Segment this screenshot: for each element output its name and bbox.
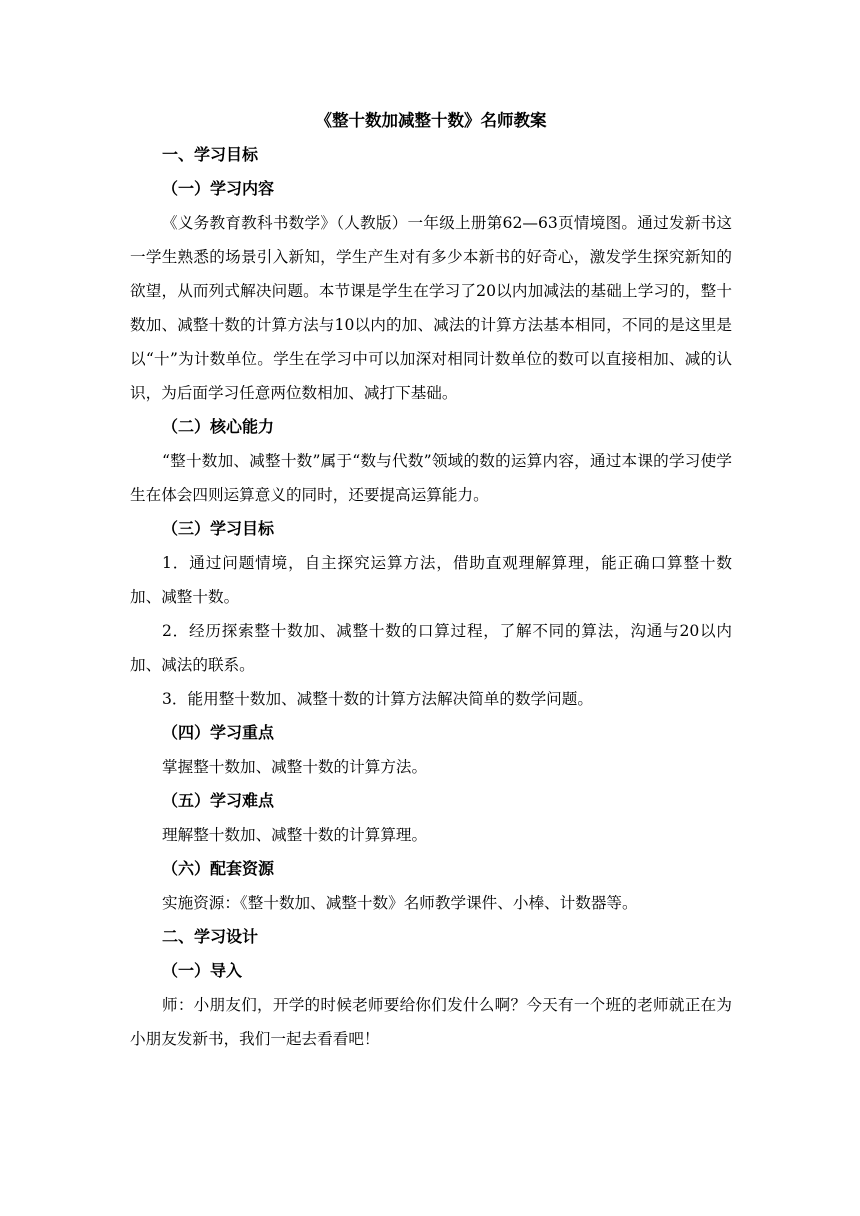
subsection-heading-learning-content: （一）学习内容 bbox=[162, 179, 275, 198]
subsection-heading-introduction: （一）导入 bbox=[162, 961, 243, 980]
document-page bbox=[130, 104, 732, 1056]
section-heading-learning-goals: 一、学习目标 bbox=[162, 145, 259, 164]
subsection-heading-resources: （六）配套资源 bbox=[162, 859, 275, 878]
document-title: 《整十数加减整十数》名师教案 bbox=[315, 111, 547, 130]
paragraph-core-ability: “整十数加、减整十数”属于“数与代数”领域的数的运算内容，通过本课的学习使学生在体会四则运算意义的同时，还要提高运算能力。 bbox=[130, 452, 732, 504]
objective-item-3: 3．能用整十数加、减整十数的计算方法解决简单的数学问题。 bbox=[162, 690, 593, 708]
paragraph-resources: 实施资源：《整十数加、减整十数》名师教学课件、小棒、计数器等。 bbox=[162, 894, 638, 912]
subsection-heading-learning-objectives: （三）学习目标 bbox=[162, 519, 275, 538]
subsection-heading-core-ability: （二）核心能力 bbox=[162, 417, 275, 436]
objective-item-2: 2．经历探索整十数加、减整十数的口算过程，了解不同的算法，沟通与20以内加、减法的联系。 bbox=[130, 622, 732, 674]
section-heading-learning-design: 二、学习设计 bbox=[162, 927, 259, 946]
paragraph-key-points: 掌握整十数加、减整十数的计算方法。 bbox=[162, 758, 428, 776]
objective-item-1: 1．通过问题情境，自主探究运算方法，借助直观理解算理，能正确口算整十数加、减整十数。 bbox=[130, 554, 732, 606]
paragraph-introduction: 师：小朋友们，开学的时候老师要给你们发什么啊？今天有一个班的老师就正在为小朋友发新书，我们一起去看看吧！ bbox=[130, 996, 732, 1048]
paragraph-difficulties: 理解整十数加、减整十数的计算算理。 bbox=[162, 826, 428, 844]
paragraph-learning-content: 《义务教育教科书数学》（人教版）一年级上册第62—63页情境图。通过发新书这一学生熟悉的场景引入新知，学生产生对有多少本新书的好奇心，激发学生探究新知的欲望，从而列式解决问题。本节课是学生在学习了20以内加减法的基础上学习的，整十数加、减整十数的计算方法与10以内的加、减法的计算方法基本相同，不同的是这里是以“十”为计数单位。学生在学习中可以加深对相同计数单位的数可以直接相加、减的认识，为后面学习任意两位数相加、减打下基础。 bbox=[130, 214, 732, 402]
subsection-heading-difficulties: （五）学习难点 bbox=[162, 791, 275, 810]
subsection-heading-key-points: （四）学习重点 bbox=[162, 723, 275, 742]
